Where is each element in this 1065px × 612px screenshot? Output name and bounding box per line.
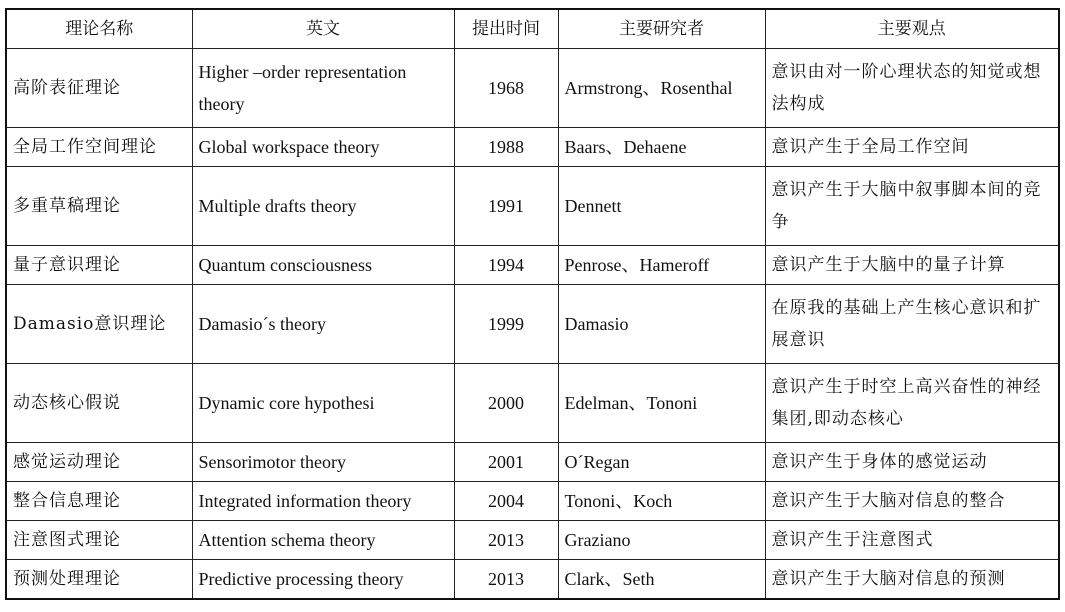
cell-year: 1999 <box>454 285 558 364</box>
cell-researchers: Tononi、Koch <box>558 482 765 521</box>
table-row <box>6 560 1059 600</box>
cell-main-view: 意识产生于全局工作空间 <box>765 128 1059 167</box>
table-row <box>6 167 1059 246</box>
consciousness-theories-table <box>5 8 1060 600</box>
table-header-row <box>6 9 1059 49</box>
table-row <box>6 285 1059 364</box>
cell-researchers: Edelman、Tononi <box>558 364 765 443</box>
cell-year: 1991 <box>454 167 558 246</box>
cell-researchers: Damasio <box>558 285 765 364</box>
cell-main-view: 意识产生于大脑对信息的预测 <box>765 560 1059 600</box>
cell-researchers: Penrose、Hameroff <box>558 246 765 285</box>
cell-year: 2000 <box>454 364 558 443</box>
table-row <box>6 128 1059 167</box>
cell-main-view: 意识产生于大脑对信息的整合 <box>765 482 1059 521</box>
cell-english: Dynamic core hypothesi <box>192 364 454 443</box>
cell-english: Predictive processing theory <box>192 560 454 600</box>
cell-year: 1988 <box>454 128 558 167</box>
cell-main-view: 意识产生于大脑中的量子计算 <box>765 246 1059 285</box>
cell-year: 2004 <box>454 482 558 521</box>
cell-english: Global workspace theory <box>192 128 454 167</box>
cell-theory-name: 高阶表征理论 <box>6 49 192 128</box>
cell-english: Damasio´s theory <box>192 285 454 364</box>
cell-year: 1994 <box>454 246 558 285</box>
cell-main-view: 意识产生于时空上高兴奋性的神经集团,即动态核心 <box>765 364 1059 443</box>
cell-theory-name: 整合信息理论 <box>6 482 192 521</box>
header-theory-name: 理论名称 <box>6 9 192 49</box>
cell-researchers: Armstrong、Rosenthal <box>558 49 765 128</box>
cell-english: Higher –order representation theory <box>192 49 454 128</box>
cell-theory-name: 量子意识理论 <box>6 246 192 285</box>
cell-main-view: 意识由对一阶心理状态的知觉或想法构成 <box>765 49 1059 128</box>
cell-year: 1968 <box>454 49 558 128</box>
cell-theory-name: 全局工作空间理论 <box>6 128 192 167</box>
theory-table-container <box>5 8 1058 600</box>
header-english: 英文 <box>192 9 454 49</box>
cell-main-view: 意识产生于注意图式 <box>765 521 1059 560</box>
cell-english: Integrated information theory <box>192 482 454 521</box>
cell-year: 2013 <box>454 560 558 600</box>
cell-theory-name: 动态核心假说 <box>6 364 192 443</box>
table-row <box>6 443 1059 482</box>
cell-theory-name: 预测处理理论 <box>6 560 192 600</box>
cell-english: Sensorimotor theory <box>192 443 454 482</box>
table-row <box>6 246 1059 285</box>
cell-researchers: Graziano <box>558 521 765 560</box>
cell-theory-name: 感觉运动理论 <box>6 443 192 482</box>
cell-main-view: 意识产生于大脑中叙事脚本间的竞争 <box>765 167 1059 246</box>
table-row <box>6 521 1059 560</box>
cell-main-view: 意识产生于身体的感觉运动 <box>765 443 1059 482</box>
cell-researchers: Dennett <box>558 167 765 246</box>
cell-year: 2001 <box>454 443 558 482</box>
cell-theory-name: Damasio意识理论 <box>6 285 192 364</box>
cell-researchers: O´Regan <box>558 443 765 482</box>
header-year: 提出时间 <box>454 9 558 49</box>
header-researchers: 主要研究者 <box>558 9 765 49</box>
cell-researchers: Baars、Dehaene <box>558 128 765 167</box>
header-main-view: 主要观点 <box>765 9 1059 49</box>
cell-main-view: 在原我的基础上产生核心意识和扩展意识 <box>765 285 1059 364</box>
cell-theory-name: 多重草稿理论 <box>6 167 192 246</box>
cell-researchers: Clark、Seth <box>558 560 765 600</box>
cell-english: Quantum consciousness <box>192 246 454 285</box>
cell-theory-name: 注意图式理论 <box>6 521 192 560</box>
table-row <box>6 482 1059 521</box>
cell-year: 2013 <box>454 521 558 560</box>
cell-english: Attention schema theory <box>192 521 454 560</box>
table-row <box>6 49 1059 128</box>
table-row <box>6 364 1059 443</box>
cell-english: Multiple drafts theory <box>192 167 454 246</box>
